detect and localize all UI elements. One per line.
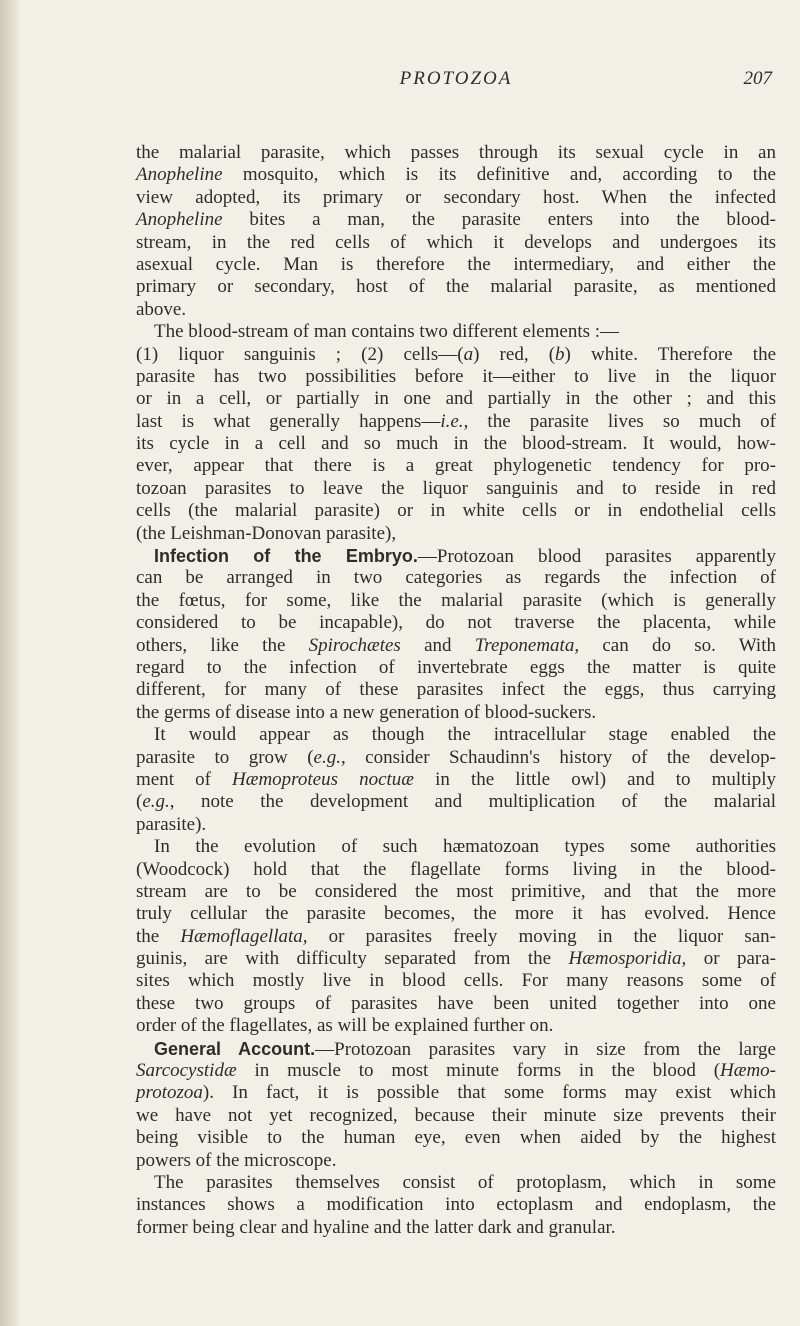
text-segment: the germs of disease into a new generation of blood-suckers. xyxy=(136,701,597,723)
italic-term: Spirochætes xyxy=(308,634,401,656)
text-line xyxy=(136,948,776,970)
text-line xyxy=(136,388,776,410)
text-segment: last is what generally happens— xyxy=(136,410,441,432)
text-segment: can do so. With xyxy=(579,634,776,656)
text-segment: different, for many of these parasites infect the eggs, thus carrying xyxy=(136,679,776,701)
italic-term: Anopheline xyxy=(136,209,223,231)
italic-term: e.g. xyxy=(142,791,170,813)
text-segment: being visible to the human eye, even when aided by the highest xyxy=(136,1127,776,1149)
text-segment: It would appear as though the intracellular stage enabled the xyxy=(154,724,776,746)
text-line xyxy=(136,344,776,366)
text-segment: the xyxy=(136,925,181,947)
page-number: 207 xyxy=(743,68,772,89)
page-header xyxy=(136,68,776,108)
text-segment: truly cellular the parasite becomes, the more it has evolved. Hence xyxy=(136,903,776,925)
text-segment: regard to the infection of invertebrate eggs the matter is quite xyxy=(136,656,776,678)
text-line xyxy=(136,635,776,657)
text-line xyxy=(136,590,776,612)
text-segment: , the parasite lives so much of xyxy=(463,410,777,432)
text-line xyxy=(136,747,776,769)
italic-term: i.e. xyxy=(440,410,464,432)
text-line xyxy=(136,1038,776,1060)
text-segment: in the little owl) and to multiply xyxy=(413,768,776,790)
text-segment: these two groups of parasites have been united together into one xyxy=(136,992,776,1014)
text-segment: instances shows a modification into ectoplasm and endoplasm, the xyxy=(136,1194,776,1216)
page-gutter-shadow xyxy=(0,0,22,1326)
text-line xyxy=(136,455,776,477)
text-line xyxy=(136,724,776,746)
text-line xyxy=(136,881,776,903)
book-page xyxy=(136,68,777,1238)
text-segment: view adopted, its primary or secondary host. When the infected xyxy=(136,186,776,208)
italic-term: Hæmosporidia, xyxy=(568,948,687,970)
text-line xyxy=(136,791,776,813)
running-title: PROTOZOA xyxy=(399,68,513,89)
text-line xyxy=(136,859,776,881)
italic-term: a xyxy=(463,343,474,365)
text-line xyxy=(136,411,776,433)
text-segment: In the evolution of such hæmatozoan types some authorities xyxy=(154,836,776,858)
text-segment: can be arranged in two categories as regards the infection of xyxy=(136,567,776,589)
text-line xyxy=(136,1172,776,1194)
text-segment: (1) liquor sanguinis ; (2) cells—( xyxy=(136,343,464,365)
text-line xyxy=(136,366,776,388)
italic-term: Hæmoflagellata, xyxy=(180,925,308,947)
text-segment: or in a cell, or partially in one and partially in the other ; and this xyxy=(136,388,776,410)
text-segment: The blood-stream of man contains two different elements :— xyxy=(154,321,620,343)
text-line xyxy=(136,187,776,209)
text-line xyxy=(136,1060,776,1082)
text-segment: stream are to be considered the most primitive, and that the more xyxy=(136,880,776,902)
text-segment: its cycle in a cell and so much in the blood-stream. It would, how- xyxy=(136,433,776,455)
text-segment: tozoan parasites to leave the liquor sanguinis and to reside in red xyxy=(136,477,776,499)
text-line xyxy=(136,970,776,992)
text-segment: guinis, are with difficulty separated from the xyxy=(136,948,569,970)
text-segment: , note the development and multiplication of the malarial xyxy=(169,791,776,813)
text-line xyxy=(136,1127,776,1149)
text-segment: in muscle to most minute forms in the blood ( xyxy=(236,1060,721,1082)
text-segment: The parasites themselves consist of protoplasm, which in some xyxy=(154,1171,776,1193)
text-line xyxy=(136,567,776,589)
text-segment: ever, appear that there is a great phylogenetic tendency for pro- xyxy=(136,455,776,477)
text-line xyxy=(136,1015,776,1037)
text-line xyxy=(136,926,776,948)
text-line xyxy=(136,702,776,724)
text-line xyxy=(136,769,776,791)
text-segment: , consider Schaudinn's history of the develop- xyxy=(340,746,776,768)
text-segment: sites which mostly live in blood cells. For many reasons some of xyxy=(136,970,776,992)
text-line xyxy=(136,814,776,836)
text-segment: cells (the malarial parasite) or in white cells or in endothelial cells xyxy=(136,500,776,522)
text-segment: and xyxy=(400,634,475,656)
text-segment: (the Leishman-Donovan parasite), xyxy=(136,522,397,544)
body-text xyxy=(136,142,776,1239)
text-segment: bites a man, the parasite enters into the blood- xyxy=(222,209,776,231)
text-segment: or para- xyxy=(686,948,776,970)
text-segment: ). In fact, it is possible that some forms may exist which xyxy=(202,1082,776,1104)
text-segment: former being clear and hyaline and the latter dark and granular. xyxy=(136,1216,616,1238)
text-line xyxy=(136,679,776,701)
italic-term: Treponemata, xyxy=(474,634,580,656)
italic-term: e.g. xyxy=(313,746,341,768)
text-segment: others, like the xyxy=(136,634,309,656)
text-segment: (Woodcock) hold that the flagellate forms living in the blood- xyxy=(136,858,776,880)
text-line xyxy=(136,254,776,276)
italic-term: Sarcocystidæ xyxy=(136,1060,237,1082)
text-line xyxy=(136,299,776,321)
text-segment: ( xyxy=(136,791,143,813)
text-segment: considered to be incapable), do not traverse the placenta, while xyxy=(136,612,776,634)
text-segment: the fœtus, for some, like the malarial parasite (which is generally xyxy=(136,589,776,611)
text-segment: —Protozoan blood parasites apparently xyxy=(417,546,776,568)
text-line xyxy=(136,903,776,925)
italic-term: protozoa xyxy=(136,1082,203,1104)
text-segment: parasite has two possibilities before it—either to live in the liquor xyxy=(136,365,776,387)
text-line xyxy=(136,545,776,567)
text-line xyxy=(136,1217,776,1239)
italic-term: Hæmoproteus noctuæ xyxy=(232,768,414,790)
text-segment: the malarial parasite, which passes through its sexual cycle in an xyxy=(136,142,776,163)
text-segment: stream, in the red cells of which it develops and undergoes its xyxy=(136,231,776,253)
italic-term: b xyxy=(555,343,565,365)
text-line xyxy=(136,164,776,186)
text-line xyxy=(136,433,776,455)
section-heading: Infection of the Embryo. xyxy=(154,546,418,567)
text-line xyxy=(136,276,776,298)
text-line xyxy=(136,321,776,343)
text-line xyxy=(136,1105,776,1127)
text-segment: ) red, ( xyxy=(473,343,556,365)
text-line xyxy=(136,1150,776,1172)
text-line xyxy=(136,209,776,231)
text-segment: mosquito, which is its definitive and, according to the xyxy=(222,164,776,186)
text-line xyxy=(136,612,776,634)
text-segment: powers of the microscope. xyxy=(136,1149,337,1171)
text-segment: —Protozoan parasites vary in size from the large xyxy=(315,1038,776,1060)
text-segment: order of the flagellates, as will be explained further on. xyxy=(136,1015,554,1037)
text-line xyxy=(136,1194,776,1216)
text-line xyxy=(136,993,776,1015)
italic-term: Hæmo- xyxy=(720,1060,776,1082)
text-line xyxy=(136,142,776,164)
text-segment: or parasites freely moving in the liquor san- xyxy=(307,925,776,947)
text-line xyxy=(136,478,776,500)
text-line xyxy=(136,500,776,522)
italic-term: Anopheline xyxy=(136,164,223,186)
text-segment: asexual cycle. Man is therefore the intermediary, and either the xyxy=(136,253,776,275)
text-line xyxy=(136,1082,776,1104)
text-line xyxy=(136,523,776,545)
section-heading: General Account. xyxy=(154,1038,316,1059)
text-segment: above. xyxy=(136,298,187,320)
text-segment: ) white. Therefore the xyxy=(564,343,777,365)
text-line xyxy=(136,232,776,254)
text-line xyxy=(136,657,776,679)
text-segment: parasite). xyxy=(136,813,207,835)
text-segment: ment of xyxy=(136,768,233,790)
text-line xyxy=(136,836,776,858)
text-segment: primary or secondary, host of the malarial parasite, as mentioned xyxy=(136,276,776,298)
text-segment: we have not yet recognized, because their minute size prevents their xyxy=(136,1104,776,1126)
text-segment: parasite to grow ( xyxy=(136,746,314,768)
